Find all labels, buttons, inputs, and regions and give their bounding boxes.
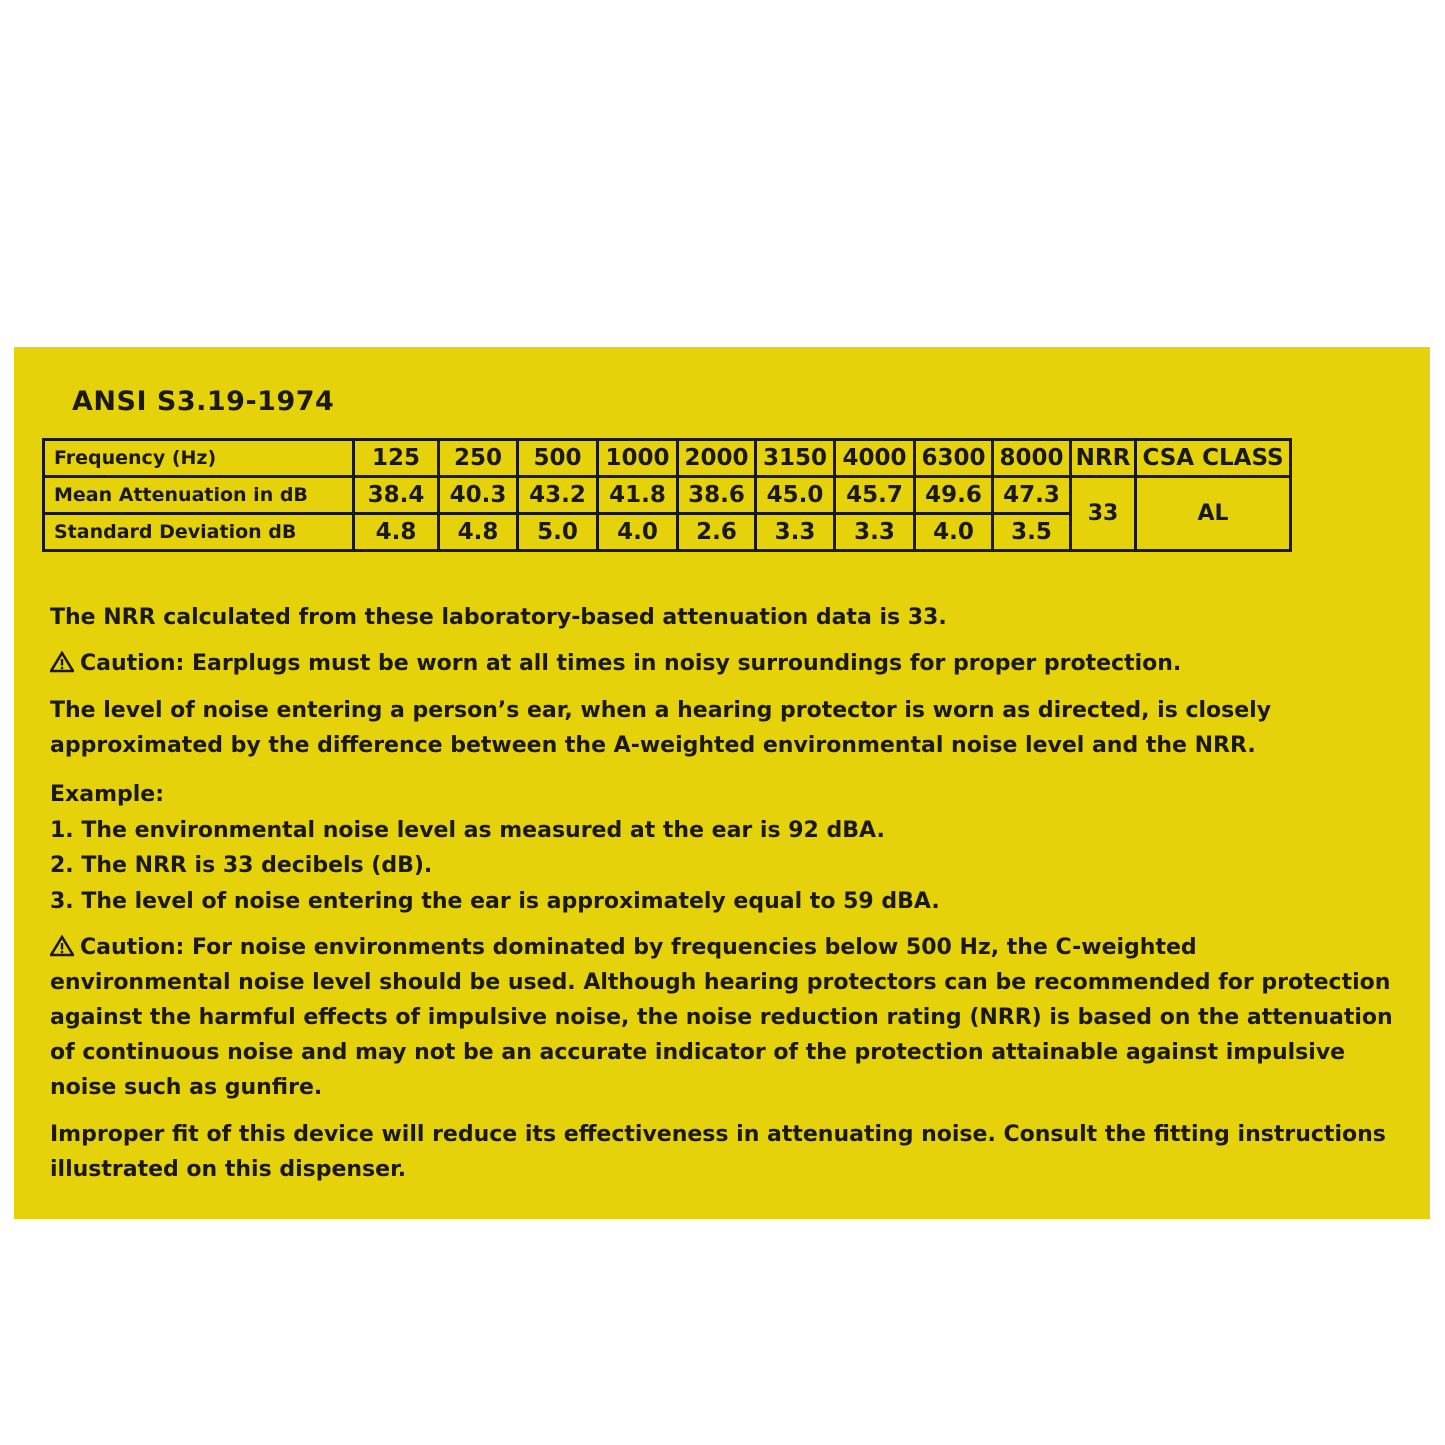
caution-text-line: environmental noise level should be used. Although hearing protectors can be recommended for protection bbox=[50, 970, 1391, 995]
attenuation-label-card bbox=[14, 347, 1430, 1219]
table-cell: 8000 bbox=[993, 440, 1071, 477]
table-cell: 250 bbox=[439, 440, 518, 477]
table-cell: 4.0 bbox=[598, 514, 678, 551]
table-cell: 6300 bbox=[915, 440, 993, 477]
table-cell: 3.3 bbox=[835, 514, 915, 551]
csa-class-value: AL bbox=[1136, 477, 1291, 551]
example-item: 2. The NRR is 33 decibels (dB). bbox=[50, 853, 433, 878]
table-cell: 500 bbox=[518, 440, 598, 477]
nrr-value: 33 bbox=[1071, 477, 1136, 551]
table-cell: 49.6 bbox=[915, 477, 993, 514]
caution-text-line: of continuous noise and may not be an accurate indicator of the protection attainable against impulsive bbox=[50, 1040, 1346, 1065]
fit-paragraph-line: illustrated on this dispenser. bbox=[50, 1157, 407, 1182]
nrr-statement: The NRR calculated from these laboratory-based attenuation data is 33. bbox=[50, 605, 947, 630]
table-cell: 4.0 bbox=[915, 514, 993, 551]
frequency-row bbox=[44, 440, 1291, 477]
table-cell: 4.8 bbox=[354, 514, 439, 551]
csa-class-header: CSA CLASS bbox=[1136, 440, 1291, 477]
table-cell: 45.7 bbox=[835, 477, 915, 514]
table-cell: 45.0 bbox=[756, 477, 835, 514]
table-cell: 47.3 bbox=[993, 477, 1071, 514]
row-header: Frequency (Hz) bbox=[44, 440, 354, 477]
row-header: Standard Deviation dB bbox=[44, 514, 354, 551]
example-item: 3. The level of noise entering the ear is approximately equal to 59 dBA. bbox=[50, 889, 940, 914]
standard-title: ANSI S3.19-1974 bbox=[72, 386, 335, 417]
warning-triangle-icon bbox=[50, 646, 76, 681]
warning-triangle-icon bbox=[50, 930, 76, 965]
caution-label: Caution: bbox=[80, 935, 185, 960]
caution-text: For noise environments dominated by frequencies below 500 Hz, the C-weighted bbox=[184, 935, 1197, 960]
nrr-header: NRR bbox=[1071, 440, 1136, 477]
attenuation-table bbox=[42, 438, 1292, 552]
row-header: Mean Attenuation in dB bbox=[44, 477, 354, 514]
caution-text: Earplugs must be worn at all times in noisy surroundings for proper protection. bbox=[184, 651, 1182, 676]
table-cell: 3.5 bbox=[993, 514, 1071, 551]
table-cell: 125 bbox=[354, 440, 439, 477]
level-paragraph-line: The level of noise entering a person’s ear, when a hearing protector is worn as directed, is closely bbox=[50, 698, 1272, 723]
fit-paragraph-line: Improper fit of this device will reduce its effectiveness in attenuating noise. Consult the fitting instructions bbox=[50, 1122, 1386, 1147]
caution-label: Caution: bbox=[80, 651, 185, 676]
table-cell: 43.2 bbox=[518, 477, 598, 514]
example-item: 1. The environmental noise level as measured at the ear is 92 dBA. bbox=[50, 818, 885, 843]
table-cell: 1000 bbox=[598, 440, 678, 477]
table-cell: 2.6 bbox=[678, 514, 756, 551]
table-cell: 2000 bbox=[678, 440, 756, 477]
example-heading: Example: bbox=[50, 782, 164, 807]
table-cell: 38.6 bbox=[678, 477, 756, 514]
table-cell: 5.0 bbox=[518, 514, 598, 551]
caution-earplugs bbox=[50, 646, 1420, 681]
table-cell: 38.4 bbox=[354, 477, 439, 514]
table-cell: 3.3 bbox=[756, 514, 835, 551]
level-paragraph-line: approximated by the difference between the A-weighted environmental noise level and the NRR. bbox=[50, 733, 1256, 758]
table-cell: 41.8 bbox=[598, 477, 678, 514]
caution-text-line: against the harmful effects of impulsive noise, the noise reduction rating (NRR) is based on the attenuation bbox=[50, 1005, 1393, 1030]
mean-attenuation-row bbox=[44, 477, 1291, 514]
caution-text-line: noise such as gunfire. bbox=[50, 1075, 323, 1100]
table-cell: 4.8 bbox=[439, 514, 518, 551]
caution-low-frequency bbox=[50, 930, 1420, 965]
table-cell: 40.3 bbox=[439, 477, 518, 514]
table-cell: 4000 bbox=[835, 440, 915, 477]
table-cell: 3150 bbox=[756, 440, 835, 477]
